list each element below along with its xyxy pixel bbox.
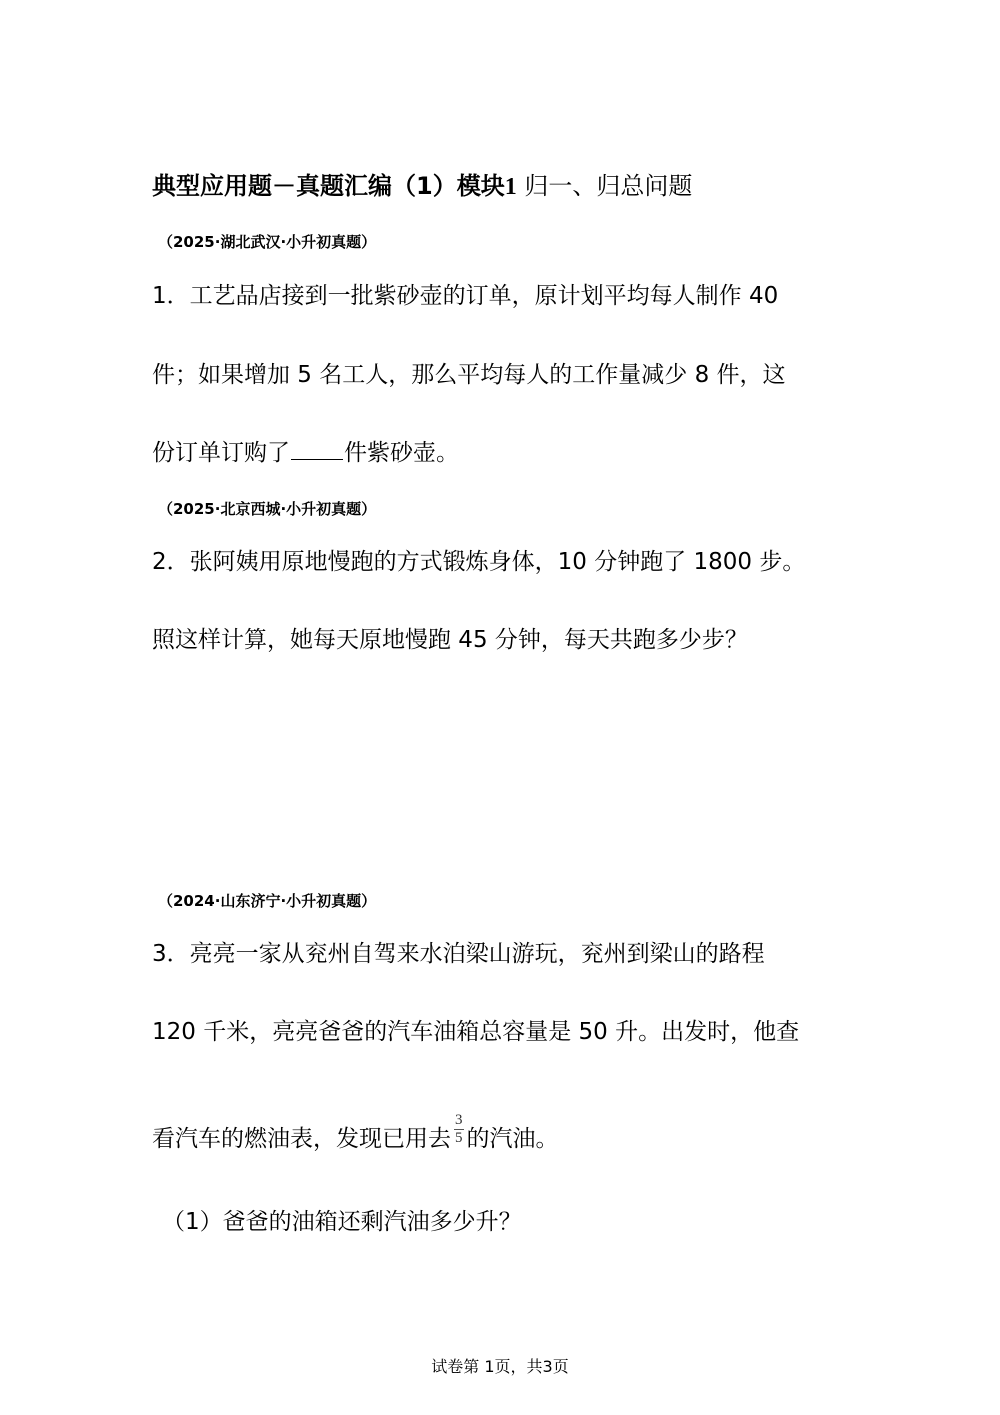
q3-line-1: 3．亮亮一家从兖州自驾来水泊梁山游玩，兖州到梁山的路程 — [152, 941, 765, 967]
q3-line-3-end: 的汽油。 — [466, 1126, 559, 1152]
q1-line-3-start: 份订单订购了 — [152, 440, 290, 466]
q3-line-3-start: 看汽车的燃油表，发现已用去 — [152, 1126, 451, 1152]
q2-source: （2025·北京西城·小升初真题） — [158, 500, 377, 518]
title-main: 典型应用题－真题汇编（1）模块 — [152, 172, 505, 200]
fraction-denominator: 5 — [455, 1130, 463, 1146]
q3-line-3 — [152, 1112, 559, 1157]
answer-blank[interactable] — [291, 441, 343, 460]
title-module-number: 1 — [504, 174, 517, 200]
q1-source: （2025·湖北武汉·小升初真题） — [158, 233, 377, 251]
q3-line-2: 120 千米，亮亮爸爸的汽车油箱总容量是 50 升。出发时，他查 — [152, 1019, 800, 1045]
q3-source: （2024·山东济宁·小升初真题） — [158, 892, 377, 910]
q2-line-2: 照这样计算，她每天原地慢跑 45 分钟，每天共跑多少步？ — [152, 627, 748, 653]
q3-subquestion-1: （1）爸爸的油箱还剩汽油多少升？ — [162, 1209, 522, 1235]
fraction — [454, 1112, 464, 1147]
q1-line-3-end: 件紫砂壶。 — [344, 440, 459, 466]
title-sub: 归一、归总问题 — [524, 172, 693, 200]
q1-line-3 — [152, 437, 459, 469]
q1-line-2: 件；如果增加 5 名工人，那么平均每人的工作量减少 8 件，这 — [152, 362, 786, 388]
q1-line-1: 1．工艺品店接到一批紫砂壶的订单，原计划平均每人制作 40 — [152, 283, 779, 309]
q2-line-1: 2．张阿姨用原地慢跑的方式锻炼身体，10 分钟跑了 1800 步。 — [152, 549, 806, 575]
fraction-numerator: 3 — [455, 1112, 463, 1128]
page-footer: 试卷第 1页，共3页 — [431, 1357, 569, 1376]
page-title — [152, 168, 692, 205]
